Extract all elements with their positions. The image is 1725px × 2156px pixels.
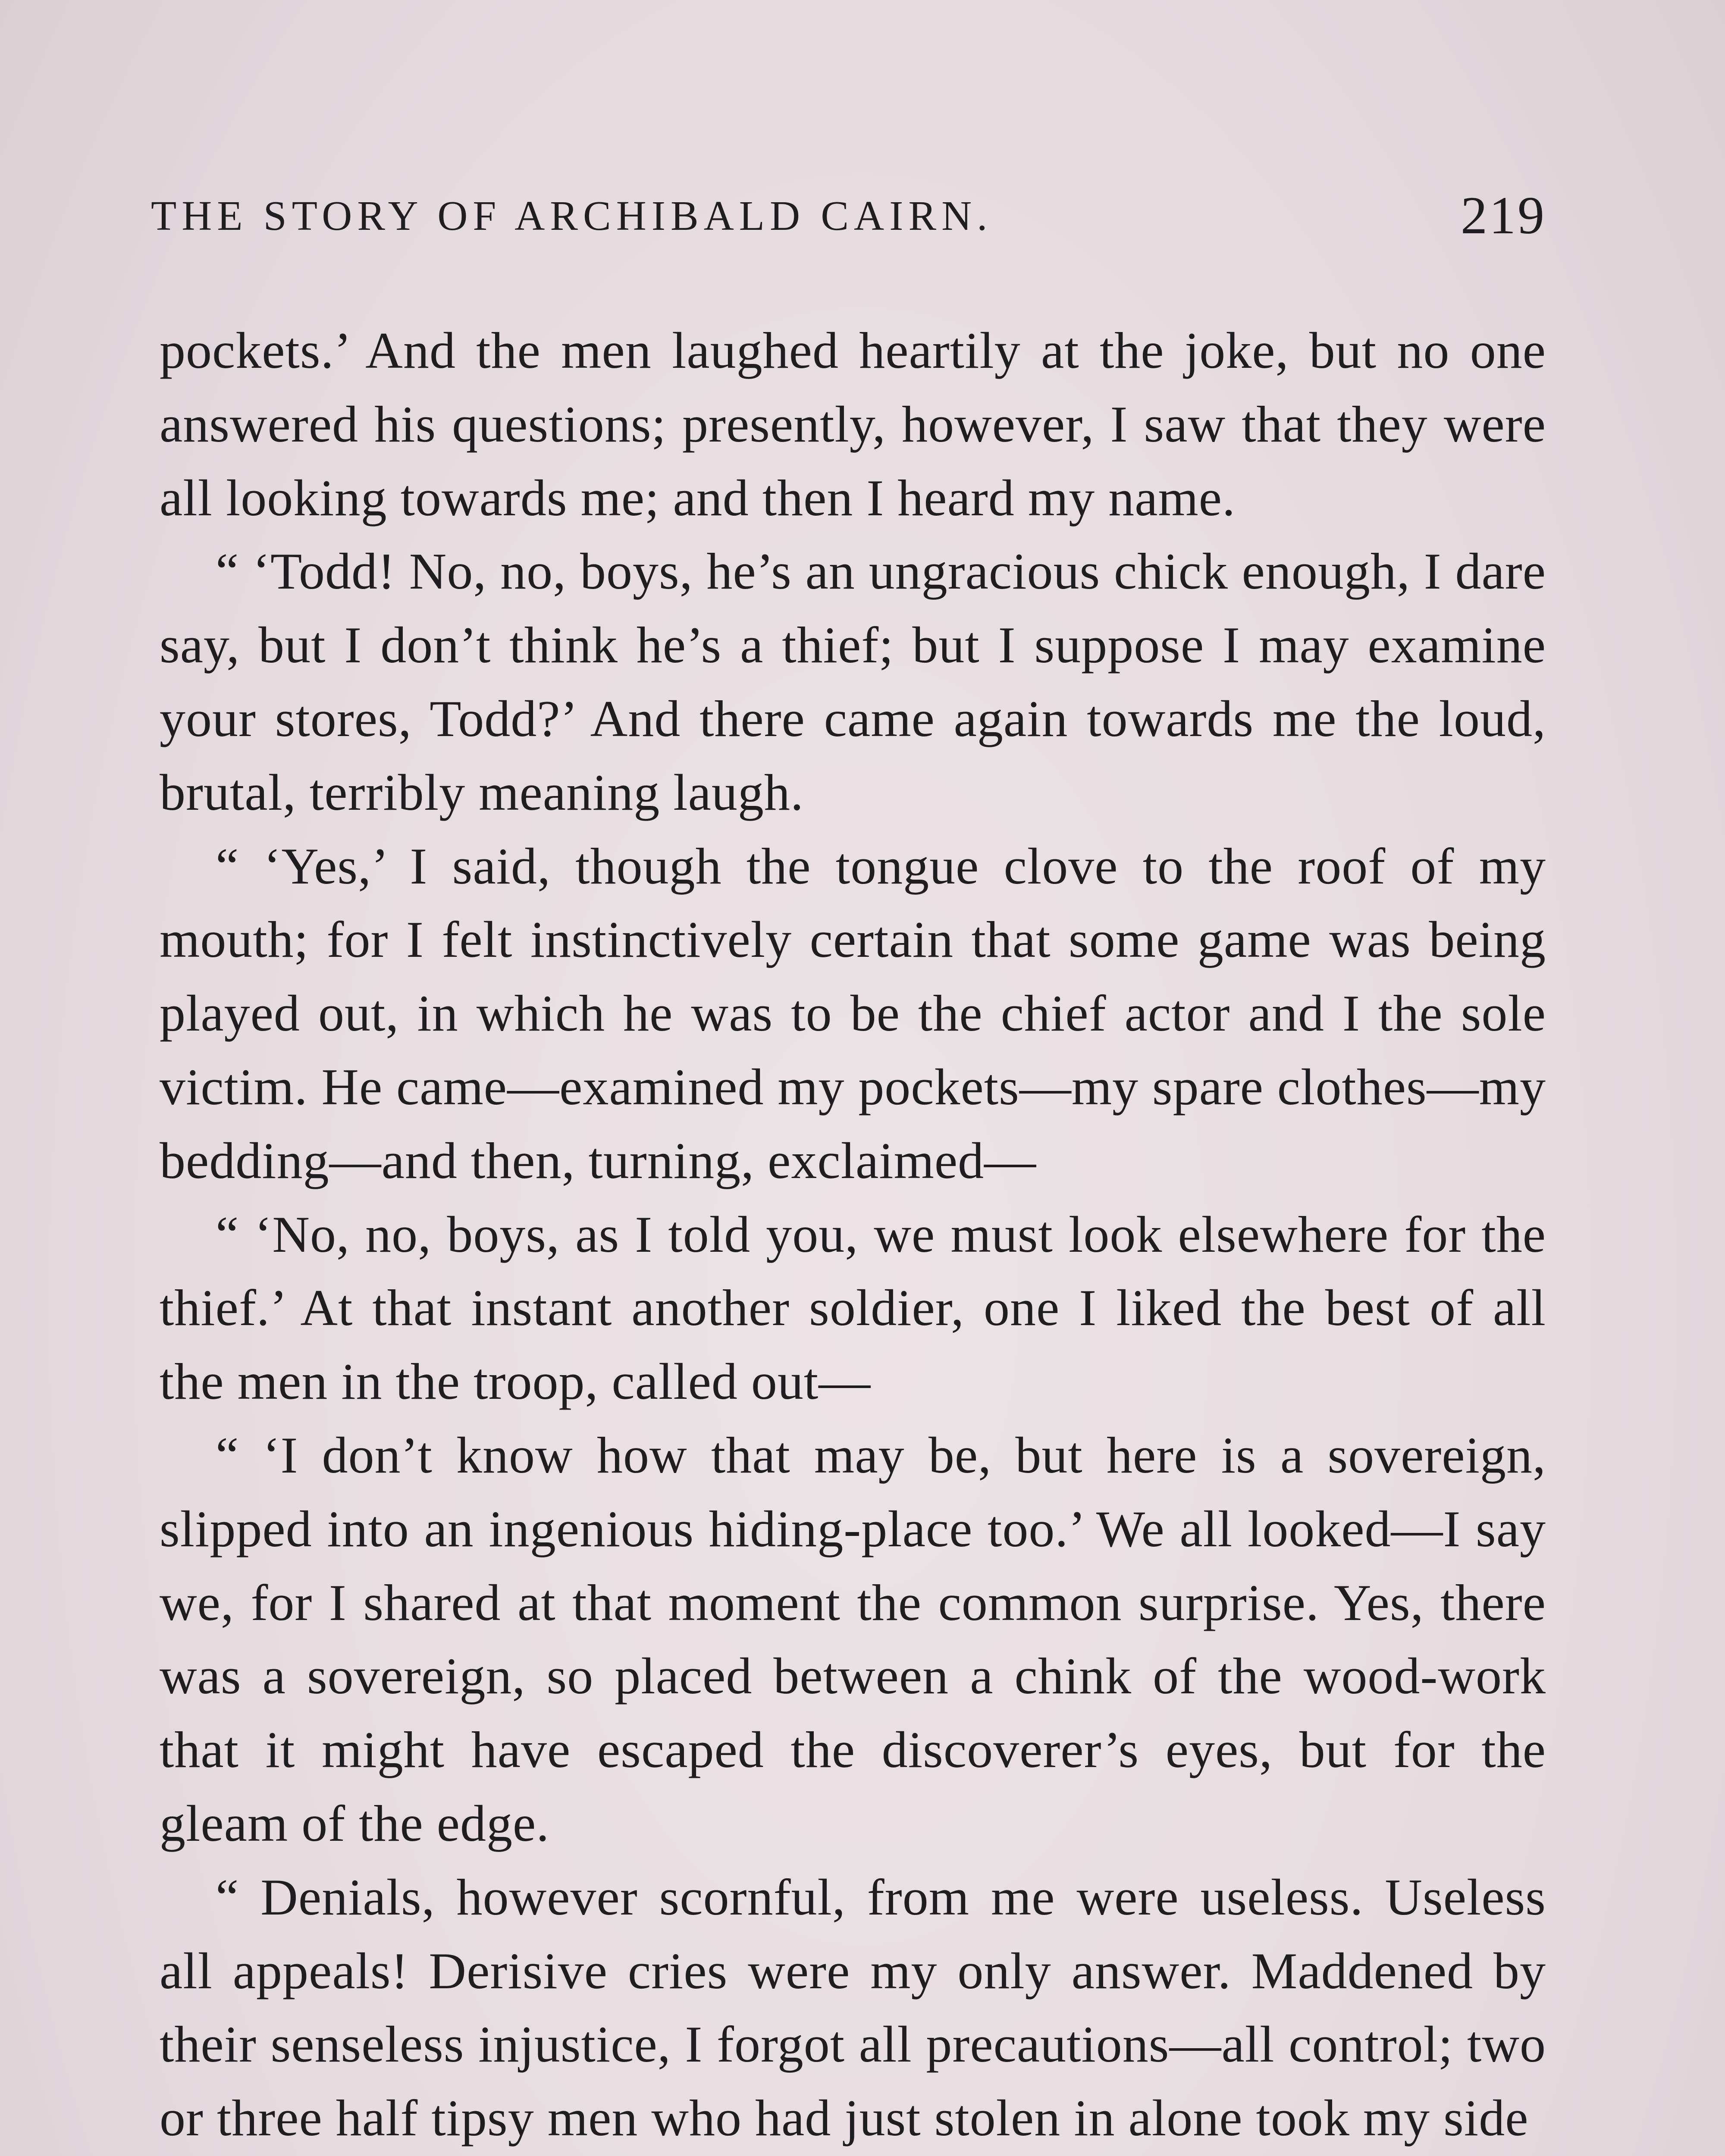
running-head: [151, 183, 1546, 248]
page-number: 219: [1461, 186, 1546, 245]
paragraph: “ ‘No, no, boys, as I told you, we must look elsewhere for the thief.’ At that instant another soldier, one I liked the best of all the men in the troop, called out—: [160, 1205, 1546, 1410]
running-title: THE STORY OF ARCHIBALD CAIRN.: [151, 192, 993, 239]
body-text: [160, 314, 1546, 2155]
paragraph: “ ‘I don’t know how that may be, but here is a sovereign, slipped into an ingenious hiding-place too.’ We all looked—I say we, for I shared at that moment the common surprise. Yes, there was a sovereign, so placed between a chink of the wood-work that it might have escaped the discoverer’s eyes, but for the gleam of the edge.: [160, 1426, 1546, 1852]
paragraph: “ ‘Todd! No, no, boys, he’s an ungracious chick enough, I dare say, but I don’t think he’s a thief; but I suppose I may examine your stores, Todd?’ And there came again towards me the loud, brutal, terribly meaning laugh.: [160, 542, 1546, 821]
paragraph: “ ‘Yes,’ I said, though the tongue clove to the roof of my mouth; for I felt instinctively certain that some game was being played out, in which he was to be the chief actor and I the sole victim. He came—examined my pockets—my spare clothes—my bedding—and then, turning, exclaimed—: [160, 837, 1546, 1189]
paragraph: “ Denials, however scornful, from me were useless. Useless all appeals! Derisive cries were my only answer. Maddened by their senseless injustice, I forgot all precautions—all control; two or three half tipsy men who had just stolen in alone took my side: [160, 1868, 1546, 2147]
paragraph: pockets.’ And the men laughed heartily at the joke, but no one answered his questions; presently, however, I saw that they were all looking towards me; and then I heard my name.: [160, 322, 1546, 526]
